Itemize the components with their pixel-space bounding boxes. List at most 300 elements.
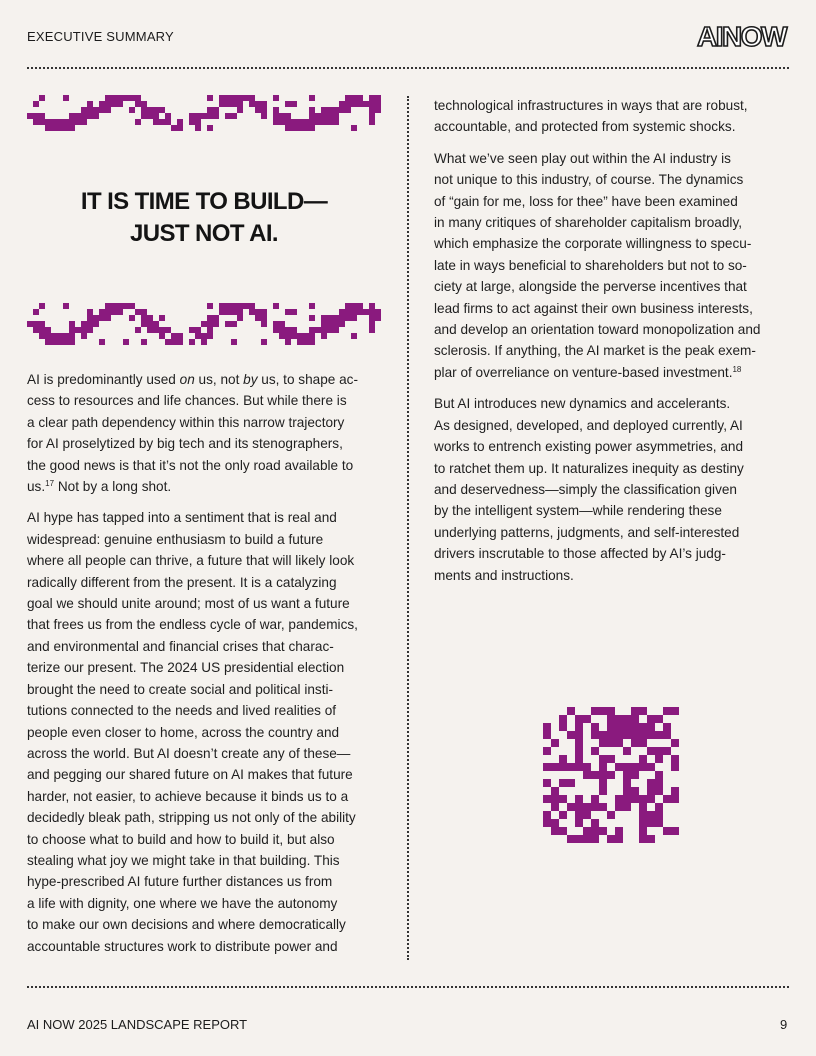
pixel bbox=[129, 95, 135, 101]
pixel bbox=[327, 119, 333, 125]
pixel bbox=[123, 95, 129, 101]
pixel bbox=[351, 303, 357, 309]
pixel bbox=[147, 321, 153, 327]
pixel bbox=[345, 95, 351, 101]
pixel bbox=[543, 779, 551, 787]
pixel bbox=[551, 795, 559, 803]
pixel bbox=[273, 107, 279, 113]
pixel bbox=[219, 309, 225, 315]
pixel bbox=[591, 771, 599, 779]
pixel bbox=[33, 321, 39, 327]
pixel bbox=[81, 107, 87, 113]
pixel bbox=[225, 303, 231, 309]
pixel bbox=[51, 339, 57, 345]
pixel bbox=[249, 101, 255, 107]
pixel bbox=[551, 739, 559, 747]
pixel bbox=[655, 811, 663, 819]
text-line: across the world. But AI doesn’t create any of these— bbox=[27, 745, 351, 761]
pixel bbox=[615, 835, 623, 843]
pixel bbox=[655, 747, 663, 755]
pixel bbox=[153, 327, 159, 333]
pixel bbox=[551, 787, 559, 795]
pixel bbox=[369, 119, 375, 125]
pixel bbox=[639, 723, 647, 731]
text-line: brought the need to create social and political insti- bbox=[27, 681, 334, 697]
report-title: AI NOW 2025 LANDSCAPE REPORT bbox=[27, 1017, 248, 1032]
text-line: not unique to this industry, of course. The dynamics bbox=[434, 172, 744, 188]
pixel bbox=[369, 113, 375, 119]
pixel bbox=[607, 771, 615, 779]
pixel bbox=[671, 739, 679, 747]
pixel bbox=[81, 333, 87, 339]
pixel bbox=[87, 315, 93, 321]
pixel bbox=[69, 119, 75, 125]
pixel bbox=[195, 327, 201, 333]
pixel bbox=[69, 113, 75, 119]
title-line-1: IT IS TIME TO BUILD— bbox=[80, 188, 328, 215]
pixel bbox=[141, 315, 147, 321]
pixel bbox=[63, 339, 69, 345]
pixel bbox=[333, 107, 339, 113]
pixel bbox=[225, 113, 231, 119]
pixel bbox=[599, 731, 607, 739]
pixel bbox=[111, 95, 117, 101]
pixel bbox=[237, 101, 243, 107]
pixel bbox=[623, 795, 631, 803]
pixel bbox=[177, 333, 183, 339]
text-line: stealing what joy we might take in that building. This bbox=[27, 852, 340, 868]
pixel bbox=[51, 333, 57, 339]
pixel bbox=[615, 827, 623, 835]
ainow-logo: AINOW bbox=[697, 21, 786, 52]
pixel bbox=[249, 303, 255, 309]
pixel bbox=[639, 795, 647, 803]
pixel bbox=[39, 95, 45, 101]
pixel bbox=[647, 747, 655, 755]
pixel bbox=[93, 315, 99, 321]
footnote-ref-17[interactable]: 17 bbox=[45, 479, 55, 489]
pixel bbox=[559, 723, 567, 731]
pixel bbox=[631, 739, 639, 747]
pixel bbox=[315, 327, 321, 333]
pixel bbox=[599, 739, 607, 747]
pixel bbox=[69, 333, 75, 339]
pixel bbox=[273, 113, 279, 119]
pixel bbox=[219, 95, 225, 101]
pixel bbox=[375, 107, 381, 113]
pixel bbox=[575, 803, 583, 811]
pixel bbox=[559, 795, 567, 803]
pixel bbox=[575, 723, 583, 731]
pixel bbox=[369, 303, 375, 309]
pixel bbox=[255, 309, 261, 315]
pixel bbox=[87, 113, 93, 119]
pixel bbox=[297, 333, 303, 339]
pixel bbox=[207, 107, 213, 113]
pixel bbox=[105, 101, 111, 107]
pixel bbox=[543, 723, 551, 731]
pixel bbox=[159, 333, 165, 339]
pixel bbox=[27, 321, 33, 327]
text-line: in many critiques of shareholder capitalism broadly, bbox=[434, 215, 743, 231]
pixel bbox=[33, 101, 39, 107]
pixel bbox=[567, 707, 575, 715]
pixel bbox=[87, 327, 93, 333]
pixel bbox=[141, 107, 147, 113]
pixel bbox=[567, 731, 575, 739]
pixel bbox=[57, 125, 63, 131]
pixel bbox=[623, 723, 631, 731]
text-line: people even closer to home, across the country and bbox=[27, 724, 340, 740]
pixel bbox=[75, 119, 81, 125]
pixel bbox=[231, 95, 237, 101]
pixel bbox=[647, 787, 655, 795]
text-run: us. bbox=[27, 479, 46, 495]
text-line: and pegging our shared future on AI makes that future bbox=[27, 767, 353, 783]
pixel bbox=[351, 309, 357, 315]
pixel bbox=[309, 95, 315, 101]
pixel bbox=[321, 327, 327, 333]
pixel bbox=[279, 327, 285, 333]
pixel bbox=[671, 707, 679, 715]
pixel bbox=[327, 315, 333, 321]
pixel bbox=[647, 795, 655, 803]
pixel bbox=[543, 731, 551, 739]
pixel bbox=[69, 125, 75, 131]
pixel bbox=[135, 95, 141, 101]
pixel bbox=[567, 779, 575, 787]
pixel bbox=[45, 125, 51, 131]
pixel bbox=[237, 315, 243, 321]
pixel bbox=[599, 707, 607, 715]
pixel bbox=[153, 107, 159, 113]
pixel bbox=[171, 125, 177, 131]
pixel bbox=[327, 321, 333, 327]
pixel bbox=[189, 327, 195, 333]
pixel bbox=[639, 739, 647, 747]
pixel bbox=[135, 101, 141, 107]
pixel bbox=[147, 113, 153, 119]
pixel bbox=[195, 125, 201, 131]
pixel bbox=[273, 119, 279, 125]
pixel bbox=[671, 755, 679, 763]
pixel bbox=[583, 835, 591, 843]
pixel bbox=[321, 333, 327, 339]
pixel bbox=[327, 327, 333, 333]
pixel bbox=[129, 315, 135, 321]
pixel bbox=[671, 787, 679, 795]
text-line: the good news is that it’s not the only road available to bbox=[27, 457, 354, 473]
pixel bbox=[291, 327, 297, 333]
pixel bbox=[279, 119, 285, 125]
pixel bbox=[315, 119, 321, 125]
pixel bbox=[255, 107, 261, 113]
pixel bbox=[105, 95, 111, 101]
pixel bbox=[631, 723, 639, 731]
pixel bbox=[303, 339, 309, 345]
pixel bbox=[297, 119, 303, 125]
pixel bbox=[117, 303, 123, 309]
pixel bbox=[261, 321, 267, 327]
pixel bbox=[99, 309, 105, 315]
pixel bbox=[369, 321, 375, 327]
pixel bbox=[339, 101, 345, 107]
pixel bbox=[177, 125, 183, 131]
pixel bbox=[273, 327, 279, 333]
pixel bbox=[297, 339, 303, 345]
pixel bbox=[607, 739, 615, 747]
pixel bbox=[189, 113, 195, 119]
pixel bbox=[639, 827, 647, 835]
pixel bbox=[195, 333, 201, 339]
pixel bbox=[93, 321, 99, 327]
pixel bbox=[105, 315, 111, 321]
pixel bbox=[599, 827, 607, 835]
pixel bbox=[615, 715, 623, 723]
pixel bbox=[357, 95, 363, 101]
pixel bbox=[69, 327, 75, 333]
pixel bbox=[615, 763, 623, 771]
page-title bbox=[27, 186, 381, 250]
pixel bbox=[39, 113, 45, 119]
middle-pixel-pattern-icon bbox=[27, 303, 383, 345]
pixel bbox=[321, 113, 327, 119]
pixel bbox=[93, 107, 99, 113]
pixel bbox=[261, 309, 267, 315]
pixel bbox=[631, 707, 639, 715]
pixel bbox=[279, 321, 285, 327]
pixel bbox=[87, 309, 93, 315]
pixel bbox=[57, 339, 63, 345]
pixel bbox=[599, 803, 607, 811]
pixel bbox=[591, 723, 599, 731]
pixel bbox=[607, 835, 615, 843]
pixel bbox=[647, 819, 655, 827]
pixel bbox=[51, 119, 57, 125]
text-line: and deservedness—simply the classification given bbox=[434, 481, 737, 497]
pixel bbox=[27, 113, 33, 119]
pixel bbox=[165, 113, 171, 119]
pixel bbox=[195, 113, 201, 119]
text-line: to make our own decisions and where democratically bbox=[27, 917, 346, 933]
text-line: late in ways beneficial to shareholders but not to so- bbox=[434, 257, 747, 273]
pixel bbox=[207, 333, 213, 339]
page-number: 9 bbox=[780, 1017, 788, 1032]
pixel bbox=[291, 309, 297, 315]
pixel bbox=[261, 113, 267, 119]
pixel bbox=[129, 303, 135, 309]
pixel bbox=[177, 119, 183, 125]
pixel bbox=[285, 113, 291, 119]
pixel bbox=[599, 763, 607, 771]
pixel bbox=[575, 763, 583, 771]
pixel bbox=[303, 333, 309, 339]
pixel bbox=[599, 755, 607, 763]
pixel bbox=[339, 107, 345, 113]
pixel bbox=[45, 339, 51, 345]
pixel bbox=[591, 803, 599, 811]
footnote-ref-18[interactable]: 18 bbox=[732, 364, 742, 374]
title-line-2: JUST NOT AI. bbox=[130, 220, 278, 247]
pixel bbox=[663, 747, 671, 755]
pixel bbox=[165, 327, 171, 333]
pixel bbox=[543, 763, 551, 771]
text-line: terize our present. The 2024 US presidential election bbox=[27, 660, 345, 676]
pixel bbox=[261, 315, 267, 321]
pixel bbox=[63, 95, 69, 101]
pixel bbox=[647, 835, 655, 843]
pixel bbox=[615, 731, 623, 739]
pixel bbox=[639, 707, 647, 715]
pixel bbox=[671, 763, 679, 771]
text-line: accountable structures work to distribute power and bbox=[27, 938, 338, 954]
pixel bbox=[45, 333, 51, 339]
pixel bbox=[285, 309, 291, 315]
text-line: technological infrastructures in ways that are robust, bbox=[434, 98, 748, 113]
pixel bbox=[623, 803, 631, 811]
text-line: where all people can thrive, a future that will likely look bbox=[27, 553, 355, 569]
pixel bbox=[255, 101, 261, 107]
pixel bbox=[213, 107, 219, 113]
text-run: AI is predominantly used bbox=[27, 372, 180, 387]
pixel bbox=[623, 731, 631, 739]
pixel bbox=[105, 309, 111, 315]
pixel bbox=[321, 107, 327, 113]
pixel bbox=[285, 327, 291, 333]
text-line: hype-prescribed AI future further distances us from bbox=[27, 874, 333, 890]
text-line: a life with dignity, one where we have the autonomy bbox=[27, 895, 338, 911]
pixel bbox=[321, 119, 327, 125]
pixel bbox=[351, 315, 357, 321]
paragraph bbox=[434, 393, 792, 586]
text-line bbox=[27, 476, 383, 497]
pixel bbox=[663, 795, 671, 803]
pixel bbox=[663, 827, 671, 835]
emphasis: on bbox=[179, 372, 195, 387]
pixel bbox=[291, 101, 297, 107]
pixel bbox=[231, 309, 237, 315]
pixel bbox=[81, 119, 87, 125]
pixel bbox=[607, 707, 615, 715]
pixel bbox=[321, 321, 327, 327]
pixel bbox=[159, 107, 165, 113]
pixel bbox=[213, 315, 219, 321]
pixel bbox=[297, 125, 303, 131]
pixel bbox=[639, 803, 647, 811]
pixel bbox=[207, 303, 213, 309]
paragraph bbox=[27, 507, 383, 957]
pixel bbox=[243, 303, 249, 309]
pixel bbox=[147, 107, 153, 113]
pixel bbox=[351, 101, 357, 107]
paragraph bbox=[434, 95, 792, 138]
pixel bbox=[219, 101, 225, 107]
pixel bbox=[309, 113, 315, 119]
pixel bbox=[291, 333, 297, 339]
bottom-divider bbox=[27, 986, 789, 988]
pixel bbox=[159, 119, 165, 125]
pixel bbox=[333, 321, 339, 327]
pixel bbox=[375, 309, 381, 315]
pixel bbox=[615, 739, 623, 747]
pixel bbox=[591, 827, 599, 835]
pixel bbox=[583, 763, 591, 771]
column-divider bbox=[407, 96, 409, 960]
pixel bbox=[351, 333, 357, 339]
pixel bbox=[623, 715, 631, 723]
pixel bbox=[543, 747, 551, 755]
pixel bbox=[333, 315, 339, 321]
pixel bbox=[75, 113, 81, 119]
pixel bbox=[207, 315, 213, 321]
pixel bbox=[607, 715, 615, 723]
left-column bbox=[27, 369, 383, 967]
text-line: widespread: genuine enthusiasm to build a future bbox=[27, 531, 324, 547]
pixel bbox=[363, 309, 369, 315]
text-line: that frees us from the endless cycle of war, pandemics, bbox=[27, 617, 358, 633]
text-line: drivers inscrutable to those affected by AI’s judg- bbox=[434, 546, 726, 562]
pixel bbox=[607, 811, 615, 819]
pixel bbox=[39, 327, 45, 333]
pixel bbox=[261, 101, 267, 107]
pixel bbox=[231, 113, 237, 119]
pixel bbox=[615, 795, 623, 803]
pixel bbox=[189, 119, 195, 125]
pixel bbox=[39, 333, 45, 339]
pixel bbox=[345, 101, 351, 107]
pixel bbox=[225, 95, 231, 101]
pixel bbox=[375, 315, 381, 321]
text-line: a clear path dependency within this narrow trajectory bbox=[27, 414, 345, 430]
pixel bbox=[81, 113, 87, 119]
pixel bbox=[623, 747, 631, 755]
text-line: accountable, and protected from systemic shocks. bbox=[434, 119, 736, 135]
pixel bbox=[165, 119, 171, 125]
pixel bbox=[171, 333, 177, 339]
pixel bbox=[207, 327, 213, 333]
pixel bbox=[559, 779, 567, 787]
pixel bbox=[591, 747, 599, 755]
pixel bbox=[607, 755, 615, 763]
pixel bbox=[279, 113, 285, 119]
pixel bbox=[207, 95, 213, 101]
pixel bbox=[631, 787, 639, 795]
pixel bbox=[219, 303, 225, 309]
pixel bbox=[315, 113, 321, 119]
text-line: harder, not easier, to achieve because it binds us to a bbox=[27, 788, 349, 804]
pixel bbox=[631, 771, 639, 779]
pixel bbox=[333, 119, 339, 125]
pixel bbox=[33, 119, 39, 125]
pixel bbox=[105, 107, 111, 113]
pixel bbox=[87, 107, 93, 113]
text-line bbox=[434, 362, 792, 383]
pixel bbox=[231, 101, 237, 107]
pixel bbox=[99, 315, 105, 321]
pixel bbox=[243, 95, 249, 101]
top-pixel-pattern-icon bbox=[27, 95, 383, 135]
pixel bbox=[213, 113, 219, 119]
pixel bbox=[207, 125, 213, 131]
pixel bbox=[165, 339, 171, 345]
pixel bbox=[135, 309, 141, 315]
pixel bbox=[655, 819, 663, 827]
pixel bbox=[655, 779, 663, 787]
pixel bbox=[303, 119, 309, 125]
pixel bbox=[655, 771, 663, 779]
text-line: goal we should unite around; most of us want a future bbox=[27, 596, 350, 612]
pixel bbox=[285, 125, 291, 131]
